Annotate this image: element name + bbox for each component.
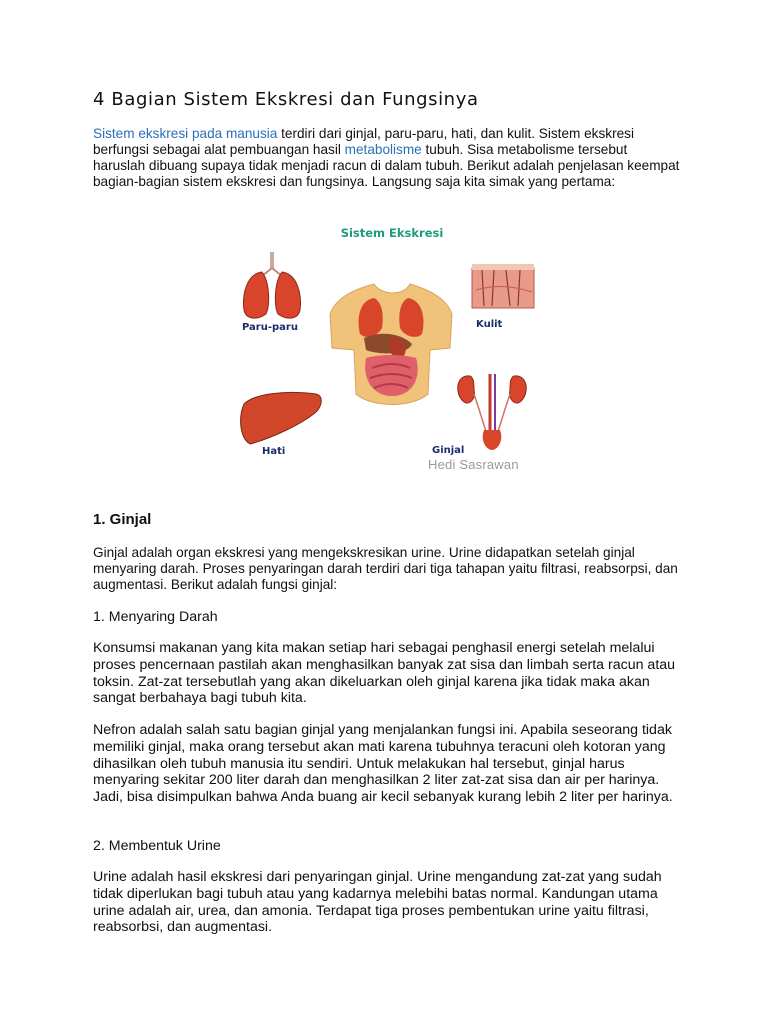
page-title: 4 Bagian Sistem Ekskresi dan Fungsinya <box>93 89 479 110</box>
intro-text-1: terdiri dari ginjal, paru-paru, hati, dan kulit. Sistem ekskresi berfungsi sebagai alat pembuangan hasil <box>93 126 634 157</box>
subheading-membentuk-urine: 2. Membentuk Urine <box>93 838 221 854</box>
link-sistem-ekskresi[interactable]: Sistem ekskresi pada manusia <box>93 126 278 141</box>
link-metabolisme[interactable]: metabolisme <box>344 142 422 157</box>
label-hati: Hati <box>262 446 286 457</box>
figure-title: Sistem Ekskresi <box>340 226 444 240</box>
section-heading-ginjal: 1. Ginjal <box>93 511 152 528</box>
paragraph-menyaring-darah-1: Konsumsi makanan yang kita makan setiap hari sebagai penghasil energi setelah melalui proses pencernaan pastilah akan menghasilkan banyak zat sisa dan limbah serta racun atau toksin. Zat-zat tersebutlah yang akan dikeluarkan oleh ginjal karena jika tidak maka akan sangat berbahaya bagi tubuh kita. <box>93 640 676 707</box>
intro-paragraph <box>93 126 683 190</box>
excretory-system-figure <box>232 218 552 480</box>
label-kulit: Kulit <box>476 319 503 330</box>
figure-illustration <box>232 218 552 480</box>
liver-icon <box>241 392 322 444</box>
paragraph-membentuk-urine: Urine adalah hasil ekskresi dari penyaringan ginjal. Urine mengandung zat-zat yang sudah tidak diperlukan bagi tubuh atau yang kadarnya melebihi batas normal. Kandungan utama urine adalah air, urea, dan amonia. Terdapat tiga proses pembentukan urine yaitu filtrasi, reabsorbsi, dan augmentasi. <box>93 869 662 936</box>
ginjal-intro-paragraph: Ginjal adalah organ ekskresi yang mengekskresikan urine. Urine didapatkan setelah ginjal menyaring darah. Proses penyaringan darah terdiri dari tiga tahapan yaitu filtrasi, reabsorpsi, dan augmentasi. Berikut adalah fungsi ginjal: <box>93 545 678 592</box>
watermark: Hedi Sasrawan <box>428 457 519 472</box>
lungs-icon <box>244 252 301 318</box>
paragraph-menyaring-darah-2: Nefron adalah salah satu bagian ginjal yang menjalankan fungsi ini. Apabila seseorang tidak memiliki ginjal, maka orang tersebut akan mati karena tubuhnya teracuni oleh kotoran yang dihasilkan oleh tubuh manusia itu sendiri. Untuk melakukan hal tersebut, ginjal harus menyaring sekitar 200 liter darah dan menghasilkan 2 liter zat-zat sisa dan air per harinya. Jadi, bisa disimpulkan bahwa Anda buang air kecil sebanyak kurang lebih 2 liter per harinya. <box>93 722 673 806</box>
kidney-icon <box>458 374 527 450</box>
subheading-menyaring-darah: 1. Menyaring Darah <box>93 609 218 625</box>
torso-icon <box>330 284 452 405</box>
skin-icon <box>472 264 534 308</box>
label-paru-paru: Paru-paru <box>242 322 298 333</box>
label-ginjal: Ginjal <box>432 445 465 456</box>
intro-text-2: tubuh. Sisa metabolisme tersebut haruslah dibuang supaya tidak menjadi racun di dalam tubuh. Berikut adalah penjelasan keempat bagian-bagian sistem ekskresi dan fungsinya. Langsung saja kita simak yang pertama: <box>93 142 680 189</box>
